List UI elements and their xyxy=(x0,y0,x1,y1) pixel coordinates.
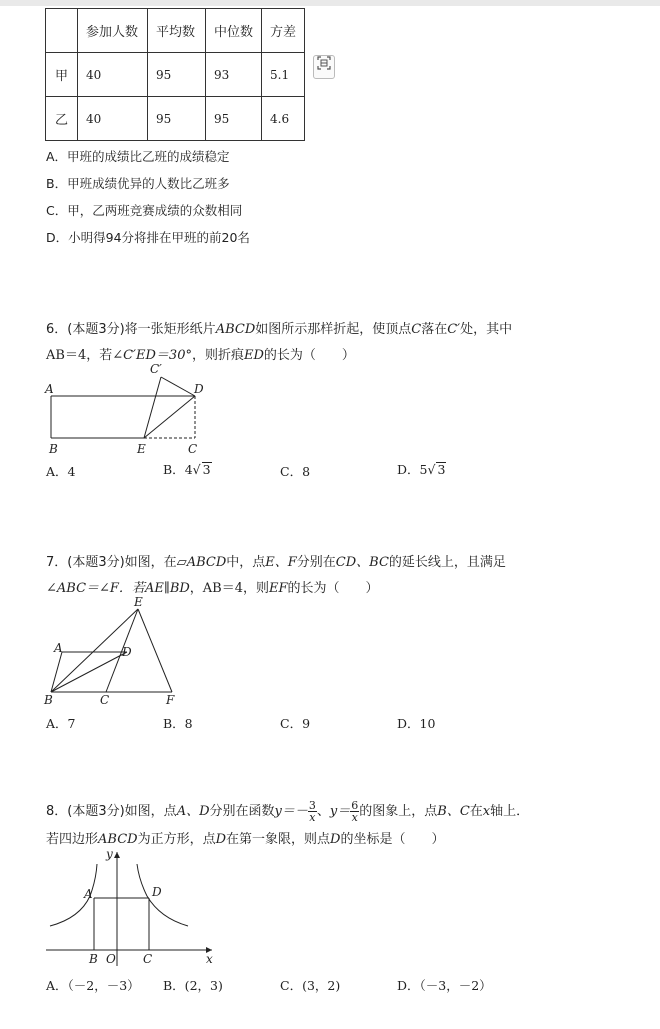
q7-line-1 xyxy=(46,551,506,570)
q7-option-a: A．7 xyxy=(46,716,76,731)
q6-line-ed xyxy=(144,396,195,438)
table-header-cell: 参加人数 xyxy=(78,9,148,53)
top-bar xyxy=(0,0,660,6)
q6-text: AB＝4，若 xyxy=(46,348,113,363)
q8-text: 8．(本题3分)如图，点 xyxy=(46,804,177,819)
q8-text: 、 xyxy=(316,804,330,819)
q7-var: EF xyxy=(269,581,288,596)
q5-option-d: D．小明得94分将排在甲班的前20名 xyxy=(46,230,250,245)
q7-text: 7．(本题3分)如图，在 xyxy=(46,555,177,570)
q6-text: 落在 xyxy=(421,322,448,337)
q6-line-cpd xyxy=(161,377,195,396)
q8-label-o: O xyxy=(106,952,116,966)
q8-option-a: A．（－2，－3） xyxy=(46,978,140,993)
q8-label-d: D xyxy=(152,885,162,899)
q6-line-1 xyxy=(46,318,512,337)
q5-option-a: A．甲班的成绩比乙班的成绩稳定 xyxy=(46,149,230,164)
q8-fraction-1-den: x xyxy=(309,811,316,824)
q6-option-b-rad: 3 xyxy=(202,462,211,477)
q6-text: 如图所示那样折起，使顶点 xyxy=(255,322,412,337)
q7-label-c: C xyxy=(100,693,110,707)
q7-angle: ∠ABC＝∠F．若 xyxy=(46,581,145,596)
q8-option-b: B．(2，3) xyxy=(163,978,223,993)
q6-angle: ∠C′ED＝30° xyxy=(112,348,192,363)
q8-option-d: D．（－3，－2） xyxy=(397,978,492,993)
q7-label-b: B xyxy=(44,693,53,707)
q7-text: 分别在 xyxy=(296,555,336,570)
q6-option-c: C．8 xyxy=(280,464,311,479)
q7-text: 的长为（ ） xyxy=(287,581,379,596)
q6-option-d xyxy=(397,460,446,478)
q8-fraction-2 xyxy=(350,800,359,823)
q8-fraction-2-den: x xyxy=(351,811,358,824)
table-cell: 95 xyxy=(148,97,206,141)
q8-label-a: A xyxy=(84,887,93,901)
q7-option-b: B．8 xyxy=(163,716,193,731)
q6-option-b xyxy=(163,460,212,478)
q8-text: 为正方形，点 xyxy=(137,832,216,847)
table-cell: 4.6 xyxy=(262,97,305,141)
q8-text: 的坐标是（ ） xyxy=(340,832,445,847)
q6-option-d-label: D． xyxy=(397,462,420,477)
q6-option-d-coef: 5 xyxy=(419,462,428,477)
q7-line-ab xyxy=(51,652,62,692)
q8-var: x xyxy=(482,804,491,819)
q8-text: 的图象上，点 xyxy=(359,804,438,819)
q6-var: ED xyxy=(243,348,264,363)
q8-text: 分别在函数 xyxy=(209,804,275,819)
q8-figure xyxy=(40,846,220,970)
q6-figure xyxy=(40,360,210,460)
q6-var: C xyxy=(411,322,422,337)
stats-table xyxy=(45,8,305,141)
q8-fraction-1-num: 3 xyxy=(308,799,316,812)
q7-var: ABCD xyxy=(186,555,227,570)
q6-label-c: C xyxy=(188,442,198,456)
q7-var: AE∥BD xyxy=(144,581,190,596)
q6-text: 6．(本题3分)将一张矩形纸片 xyxy=(46,322,216,337)
q8-formula-1: y＝－ xyxy=(274,804,308,819)
q8-text: 在 xyxy=(469,804,483,819)
table-header-cell: 中位数 xyxy=(206,9,262,53)
q6-option-b-label: B． xyxy=(163,462,185,477)
q5-option-b: B．甲班成绩优异的人数比乙班多 xyxy=(46,176,230,191)
q6-option-b-coef: 4 xyxy=(184,462,193,477)
table-header-cell: 平均数 xyxy=(148,9,206,53)
q6-text: 的长为（ ） xyxy=(263,348,355,363)
table-cell: 40 xyxy=(78,97,148,141)
q5-option-c: C．甲，乙两班竞赛成绩的众数相同 xyxy=(46,203,243,218)
q7-text: 中，点 xyxy=(226,555,266,570)
q6-text: 处，其中 xyxy=(460,322,513,337)
table-header-row xyxy=(46,9,305,53)
table-cell: 乙 xyxy=(46,97,78,141)
scan-icon[interactable] xyxy=(313,55,335,79)
table-cell: 甲 xyxy=(46,53,78,97)
q8-fraction-1 xyxy=(308,800,317,823)
q7-line-bd xyxy=(51,652,127,692)
q8-label-c: C xyxy=(143,952,153,966)
q8-var: D xyxy=(330,832,341,847)
q8-line-1 xyxy=(46,800,529,823)
q8-line-2 xyxy=(46,828,445,847)
q7-option-d: D．10 xyxy=(397,716,436,731)
scan-icon-glyph xyxy=(317,56,331,70)
q6-var: ABCD xyxy=(215,322,256,337)
table-cell: 40 xyxy=(78,53,148,97)
q8-var: B、C xyxy=(437,804,470,819)
radical-icon: √ xyxy=(427,462,436,477)
q8-var: A、D xyxy=(176,804,210,819)
table-cell: 5.1 xyxy=(262,53,305,97)
q8-formula-2: y＝ xyxy=(329,804,351,819)
q7-label-d: D xyxy=(122,645,132,659)
q8-var: D xyxy=(215,832,227,847)
q6-label-cprime: C′ xyxy=(150,362,162,376)
q8-text: 轴上． xyxy=(490,804,530,819)
q7-var: CD、BC xyxy=(335,555,389,570)
q7-figure xyxy=(40,594,190,708)
radical-icon: √ xyxy=(192,462,201,477)
table-header-cell xyxy=(46,9,78,53)
q8-fraction-2-num: 6 xyxy=(351,799,359,812)
parallelogram-icon: ▱ xyxy=(176,555,187,570)
table-cell: 95 xyxy=(206,97,262,141)
q7-option-c: C．9 xyxy=(280,716,311,731)
table-cell: 93 xyxy=(206,53,262,97)
q8-var: ABCD xyxy=(98,832,138,847)
q6-option-d-rad: 3 xyxy=(437,462,446,477)
q7-text: ，AB＝4，则 xyxy=(189,581,270,596)
q7-var: E、F xyxy=(265,555,297,570)
table-header-cell: 方差 xyxy=(262,9,305,53)
q8-text: 若四边形 xyxy=(46,832,99,847)
q8-label-y: y xyxy=(106,847,113,861)
q7-label-e: E xyxy=(134,595,143,609)
q7-label-f: F xyxy=(166,693,175,707)
q6-option-a: A．4 xyxy=(46,464,76,479)
q6-label-d: D xyxy=(194,382,204,396)
q7-text: 的延长线上，且满足 xyxy=(388,555,506,570)
q8-label-x: x xyxy=(206,952,213,966)
q8-y-axis-arrow xyxy=(114,852,120,858)
q8-text: 在第一象限，则点 xyxy=(226,832,331,847)
q6-line-ec-prime xyxy=(144,377,161,438)
q7-label-a: A xyxy=(54,641,63,655)
q6-label-e: E xyxy=(137,442,146,456)
q6-label-b: B xyxy=(49,442,58,456)
q6-var: C′ xyxy=(447,322,461,337)
q8-label-b: B xyxy=(89,952,98,966)
q8-option-c: C．(3，2) xyxy=(280,978,341,993)
table-cell: 95 xyxy=(148,53,206,97)
q6-label-a: A xyxy=(45,382,54,396)
q7-line-ef xyxy=(138,609,172,692)
q6-text: ，则折痕 xyxy=(191,348,244,363)
table-row xyxy=(46,97,305,141)
q8-curve-right xyxy=(137,864,188,926)
table-row xyxy=(46,53,305,97)
